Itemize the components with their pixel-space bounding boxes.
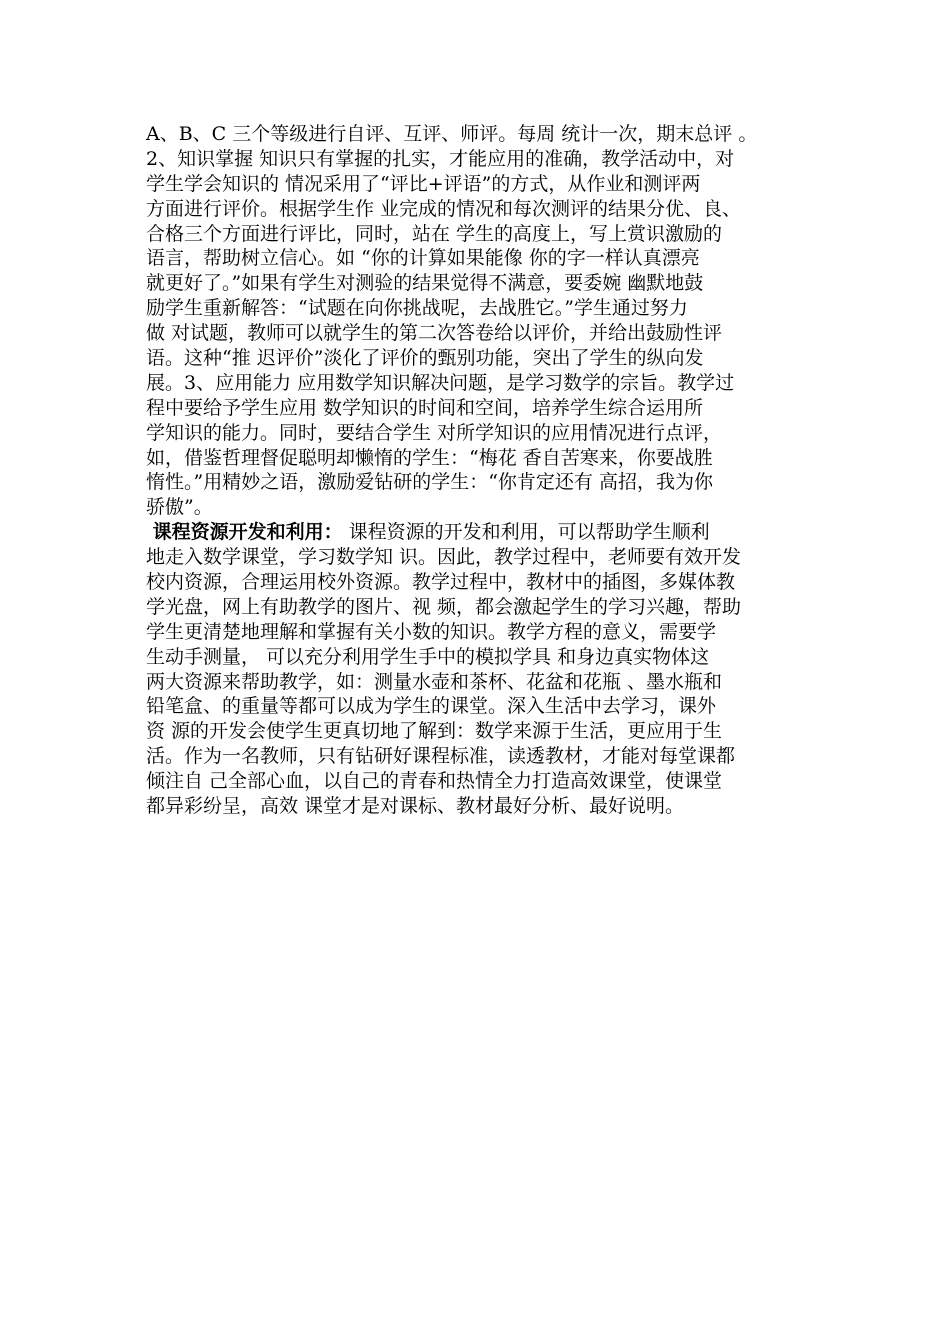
section-line-11: 都异彩纷呈，高效 课堂才是对课标、教材最好分析、最好说明。 bbox=[146, 795, 685, 818]
text-line-1: A、B、C 三个等级进行自评、互评、师评。每周 统计一次，期末总评 。 bbox=[146, 123, 758, 145]
section-line-4: 学生更清楚地理解和掌握有关小数的知识。教学方程的意义，需要学 bbox=[146, 620, 717, 643]
section-line-9: 活。作为一名教师，只有钻研好课程标准，读透教材，才能对每堂课都 bbox=[146, 745, 736, 768]
text-line-7: 就更好了。”如果有学生对测验的结果觉得不满意，要委婉 幽默地鼓 bbox=[146, 272, 704, 295]
text-line-4: 方面进行评价。根据学生作 业完成的情况和每次测评的结果分优、良、 bbox=[146, 197, 742, 220]
text-line-3: 学生学会知识的 情况采用了“评比+评语”的方式，从作业和测评两 bbox=[146, 172, 701, 195]
text-line-5: 合格三个方面进行评比，同时，站在 学生的高度上，写上赏识激励的 bbox=[146, 222, 723, 245]
section-first-line-text: 课程资源的开发和利用，可以帮助学生顺利 bbox=[342, 521, 710, 544]
text-line-11: 展。3、应用能力 应用数学知识解决问题，是学习数学的宗旨。教学过 bbox=[146, 371, 735, 394]
text-line-6: 语言，帮助树立信心。如 “你的计算如果能像 你的字一样认真漂亮 bbox=[146, 247, 700, 270]
section-line-5: 生动手测量， 可以充分利用学生手中的模拟学具 和身边真实物体这 bbox=[146, 645, 710, 668]
section-line-3: 学光盘，网上有助教学的图片、视 频，都会激起学生的学习兴趣，帮助 bbox=[146, 595, 742, 618]
section-line-6: 两大资源来帮助教学，如：测量水壶和茶杯、花盆和花瓶 、墨水瓶和 bbox=[146, 670, 723, 693]
section-heading: 课程资源开发和利用： bbox=[146, 521, 343, 544]
text-line-9: 做 对试题，教师可以就学生的第二次答卷给以评价，并给出鼓励性评 bbox=[146, 322, 723, 345]
section-line-7: 铅笔盒、的重量等都可以成为学生的课堂。深入生活中去学习，课外 bbox=[146, 695, 717, 718]
text-line-10: 语。这种“推 迟评价”淡化了评价的甄别功能，突出了学生的纵向发 bbox=[146, 347, 704, 370]
text-line-15: 惰性。”用精妙之语，激励爱钻研的学生：“你肯定还有 高招，我为你 bbox=[146, 471, 713, 494]
text-line-16: 骄傲”。 bbox=[146, 496, 213, 519]
section-line-2: 校内资源，合理运用校外资源。教学过程中，教材中的插图，多媒体教 bbox=[146, 571, 736, 594]
section-line-10: 倾注自 己全部心血，以自己的青春和热情全力打造高效课堂，使课堂 bbox=[146, 770, 723, 793]
text-line-13: 学知识的能力。同时，要结合学生 对所学知识的应用情况进行点评， bbox=[146, 421, 723, 444]
text-line-2: 2、知识掌握 知识只有掌握的扎实，才能应用的准确，教学活动中，对 bbox=[146, 147, 735, 170]
document-body bbox=[146, 122, 808, 819]
text-line-12: 程中要给予学生应用 数学知识的时间和空间，培养学生综合运用所 bbox=[146, 396, 704, 419]
section-first-line bbox=[146, 520, 808, 545]
section-line-8: 资 源的开发会使学生更真切地了解到：数学来源于生活，更应用于生 bbox=[146, 720, 723, 743]
text-line-14: 如，借鉴哲理督促聪明却懒惰的学生：“梅花 香自苦寒来，你要战胜 bbox=[146, 446, 713, 469]
text-line-8: 励学生重新解答：“试题在向你挑战呢，去战胜它。”学生通过努力 bbox=[146, 297, 688, 320]
section-line-1: 地走入数学课堂，学习数学知 识。因此，教学过程中，老师要有效开发 bbox=[146, 546, 742, 569]
